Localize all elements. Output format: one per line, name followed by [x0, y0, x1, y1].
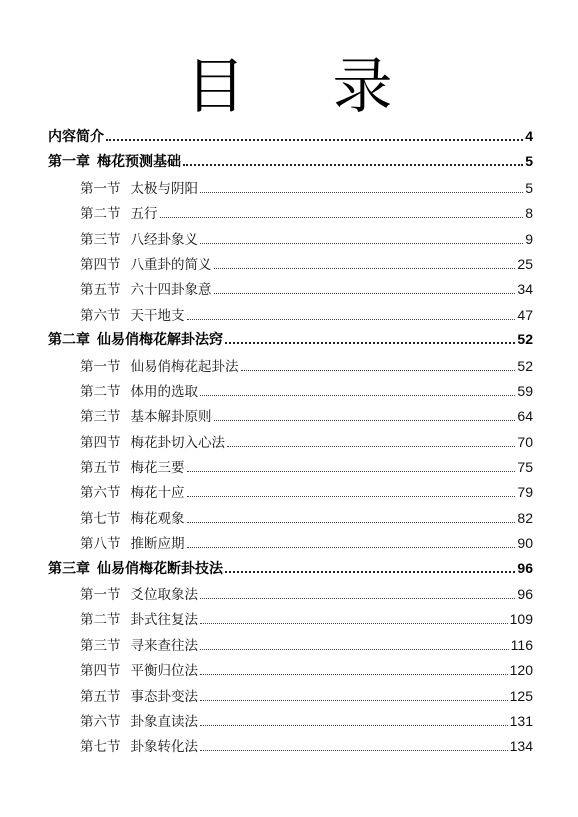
toc-entry-label [48, 329, 223, 349]
toc-entry-label [80, 608, 198, 628]
dot-leader [200, 725, 508, 726]
toc-page-number: 116 [510, 636, 533, 653]
toc-entry-title: 梅花观象 [130, 510, 185, 527]
dot-leader [200, 243, 523, 244]
dot-leader [200, 623, 508, 624]
toc-section-entry[interactable] [48, 278, 533, 303]
toc-page-number: 9 [525, 230, 533, 247]
dot-leader [241, 370, 516, 371]
toc-page-number: 120 [509, 662, 533, 679]
toc-page-number: 4 [525, 128, 533, 144]
toc-page-number: 90 [517, 535, 533, 552]
toc-entry-title: 五行 [130, 206, 158, 223]
toc-page-number: 125 [509, 687, 533, 704]
toc-section-entry[interactable] [48, 355, 533, 380]
toc-entry-title: 事态卦变法 [130, 688, 198, 705]
toc-entry-number: 第二节 [80, 383, 121, 400]
toc-entry-title: 仙易俏梅花解卦法窍 [97, 332, 223, 349]
dot-leader [214, 420, 516, 421]
toc-page-number: 82 [517, 509, 533, 526]
toc-section-entry[interactable] [48, 583, 533, 608]
toc-entry-number: 第八节 [80, 536, 121, 553]
toc-entry-title: 卦象直读法 [130, 713, 198, 730]
toc-entry-number: 第一节 [80, 180, 121, 197]
toc-entry-title: 仙易俏梅花起卦法 [130, 358, 239, 375]
toc-entry-label [80, 253, 212, 273]
toc-entry-title: 基本解卦原则 [130, 409, 212, 426]
dot-leader [160, 217, 524, 218]
toc-page-number: 70 [517, 433, 533, 450]
toc-title: 目 录 [185, 52, 427, 122]
toc-section-entry[interactable] [48, 710, 533, 735]
toc-entry-title: 六十四卦象意 [130, 282, 212, 299]
toc-page-number: 96 [517, 586, 533, 603]
toc-entry-number: 第三章 [48, 560, 90, 577]
dot-leader [200, 674, 508, 675]
toc-entry-number: 第六节 [80, 713, 121, 730]
toc-entry-label [80, 507, 185, 527]
toc-page-number: 59 [517, 382, 533, 399]
toc-entry-number: 第五节 [80, 282, 121, 299]
dot-leader [200, 649, 509, 650]
toc-section-entry[interactable] [48, 634, 533, 659]
toc-section-entry[interactable] [48, 481, 533, 506]
toc-entry-number: 第五节 [80, 460, 121, 477]
toc-entry-number: 第六节 [80, 485, 121, 502]
toc-entry-title: 体用的选取 [130, 383, 198, 400]
toc-entry-number: 第三节 [80, 637, 121, 654]
toc-entry-title: 寻来查往法 [130, 637, 198, 654]
toc-page-number: 5 [525, 179, 533, 196]
dot-leader [200, 700, 508, 701]
toc-entry-number: 第五节 [80, 688, 121, 705]
dot-leader [200, 395, 515, 396]
toc-entry-label [80, 431, 225, 451]
toc-entry-label [80, 735, 198, 755]
dot-leader [227, 446, 515, 447]
toc-entry-label [80, 481, 185, 501]
toc-page-number: 52 [517, 331, 533, 348]
toc-entry-label [80, 304, 185, 324]
toc-page-number: 131 [509, 712, 533, 729]
toc-entry-label [80, 710, 198, 730]
toc-entry-label [48, 558, 223, 578]
toc-entry-title: 八经卦象义 [130, 231, 198, 248]
toc-entry-label [80, 202, 158, 222]
toc-page-number: 52 [517, 357, 533, 374]
dot-leader [225, 571, 515, 573]
toc-section-entry[interactable] [48, 685, 533, 710]
toc-entry-label [80, 532, 185, 552]
toc-entry-title: 太极与阴阳 [130, 180, 198, 197]
dot-leader [200, 598, 515, 599]
toc-section-entry[interactable] [48, 507, 533, 532]
toc-section-entry[interactable] [48, 659, 533, 684]
dot-leader [200, 192, 523, 193]
toc-entry-title: 卦象转化法 [130, 739, 198, 756]
toc-page-number: 109 [509, 611, 533, 628]
toc-entry-label [80, 177, 198, 197]
dot-leader [214, 268, 516, 269]
toc-page-number: 5 [525, 153, 533, 170]
toc-section-entry[interactable] [48, 202, 533, 227]
toc-page-number: 134 [509, 738, 533, 755]
toc-entry-number: 第二章 [48, 332, 90, 349]
toc-entry-number: 第一节 [80, 587, 121, 604]
toc-section-entry[interactable] [48, 532, 533, 557]
toc-page-number: 75 [517, 459, 533, 476]
toc-entry-label [80, 659, 198, 679]
toc-entry-title: 平衡归位法 [130, 663, 198, 680]
toc-entry-number: 第三节 [80, 409, 121, 426]
dot-leader [187, 471, 516, 472]
toc-page-number: 8 [525, 205, 533, 222]
dot-leader [187, 319, 516, 320]
toc-entry-label [48, 126, 104, 146]
dot-leader [183, 164, 523, 166]
toc-entry-number: 第七节 [80, 510, 121, 527]
toc-entry-title: 天干地支 [130, 307, 185, 324]
toc-entry-number: 第四节 [80, 663, 121, 680]
toc-entry-label [80, 405, 212, 425]
toc-chapter-entry[interactable] [48, 329, 533, 354]
toc-section-entry[interactable] [48, 380, 533, 405]
dot-leader [214, 293, 516, 294]
toc-page-number: 96 [517, 559, 533, 576]
toc-entry-title: 卦式往复法 [130, 612, 198, 629]
toc-page-number: 79 [517, 484, 533, 501]
toc-entry-number: 第一章 [48, 154, 90, 171]
toc-entry-title: 梅花预测基础 [97, 154, 181, 171]
toc-chapter-entry[interactable] [48, 151, 533, 176]
dot-leader [187, 547, 516, 548]
toc-entry-number: 第四节 [80, 256, 121, 273]
toc-entry-number: 第二节 [80, 206, 121, 223]
toc-section-entry[interactable] [48, 253, 533, 278]
toc-page-number: 25 [517, 255, 533, 272]
toc-entry-label [80, 355, 239, 375]
toc-section-entry[interactable] [48, 431, 533, 456]
toc-entry-title: 推断应期 [130, 536, 185, 553]
toc-section-entry[interactable] [48, 228, 533, 253]
toc-page-number: 34 [517, 281, 533, 298]
toc-entry-title: 八重卦的简义 [130, 256, 212, 273]
toc-entry-label [80, 228, 198, 248]
toc-list [48, 126, 533, 761]
dot-leader [187, 522, 516, 523]
toc-entry-title: 梅花三要 [130, 460, 185, 477]
toc-entry-number: 第二节 [80, 612, 121, 629]
toc-entry-label [80, 685, 198, 705]
dot-leader [225, 342, 515, 344]
toc-entry-label [80, 380, 198, 400]
toc-section-entry[interactable] [48, 735, 533, 760]
toc-entry-number: 第三节 [80, 231, 121, 248]
toc-page-number: 64 [517, 408, 533, 425]
toc-entry-label [80, 456, 185, 476]
toc-section-entry[interactable] [48, 304, 533, 329]
toc-entry-label [80, 583, 198, 603]
toc-entry-title: 爻位取象法 [130, 587, 198, 604]
dot-leader [187, 496, 516, 497]
toc-entry-title: 梅花十应 [130, 485, 185, 502]
dot-leader [200, 750, 508, 751]
toc-entry-number: 第一节 [80, 358, 121, 375]
toc-chapter-entry[interactable] [48, 558, 533, 583]
toc-section-entry[interactable] [48, 456, 533, 481]
toc-entry-number: 第四节 [80, 434, 121, 451]
toc-section-entry[interactable] [48, 608, 533, 633]
toc-entry-title: 梅花卦切入心法 [130, 434, 225, 451]
dot-leader [106, 139, 523, 141]
toc-entry-number: 第七节 [80, 739, 121, 756]
toc-entry-title: 内容简介 [48, 129, 104, 145]
toc-entry-title: 仙易俏梅花断卦技法 [97, 560, 223, 577]
toc-entry-label [80, 278, 212, 298]
toc-page-number: 47 [517, 306, 533, 323]
toc-entry-label [80, 634, 198, 654]
toc-entry-label [48, 151, 181, 171]
toc-entry-number: 第六节 [80, 307, 121, 324]
toc-section-entry[interactable] [48, 405, 533, 430]
toc-section-entry[interactable] [48, 177, 533, 202]
toc-chapter-entry[interactable] [48, 126, 533, 151]
